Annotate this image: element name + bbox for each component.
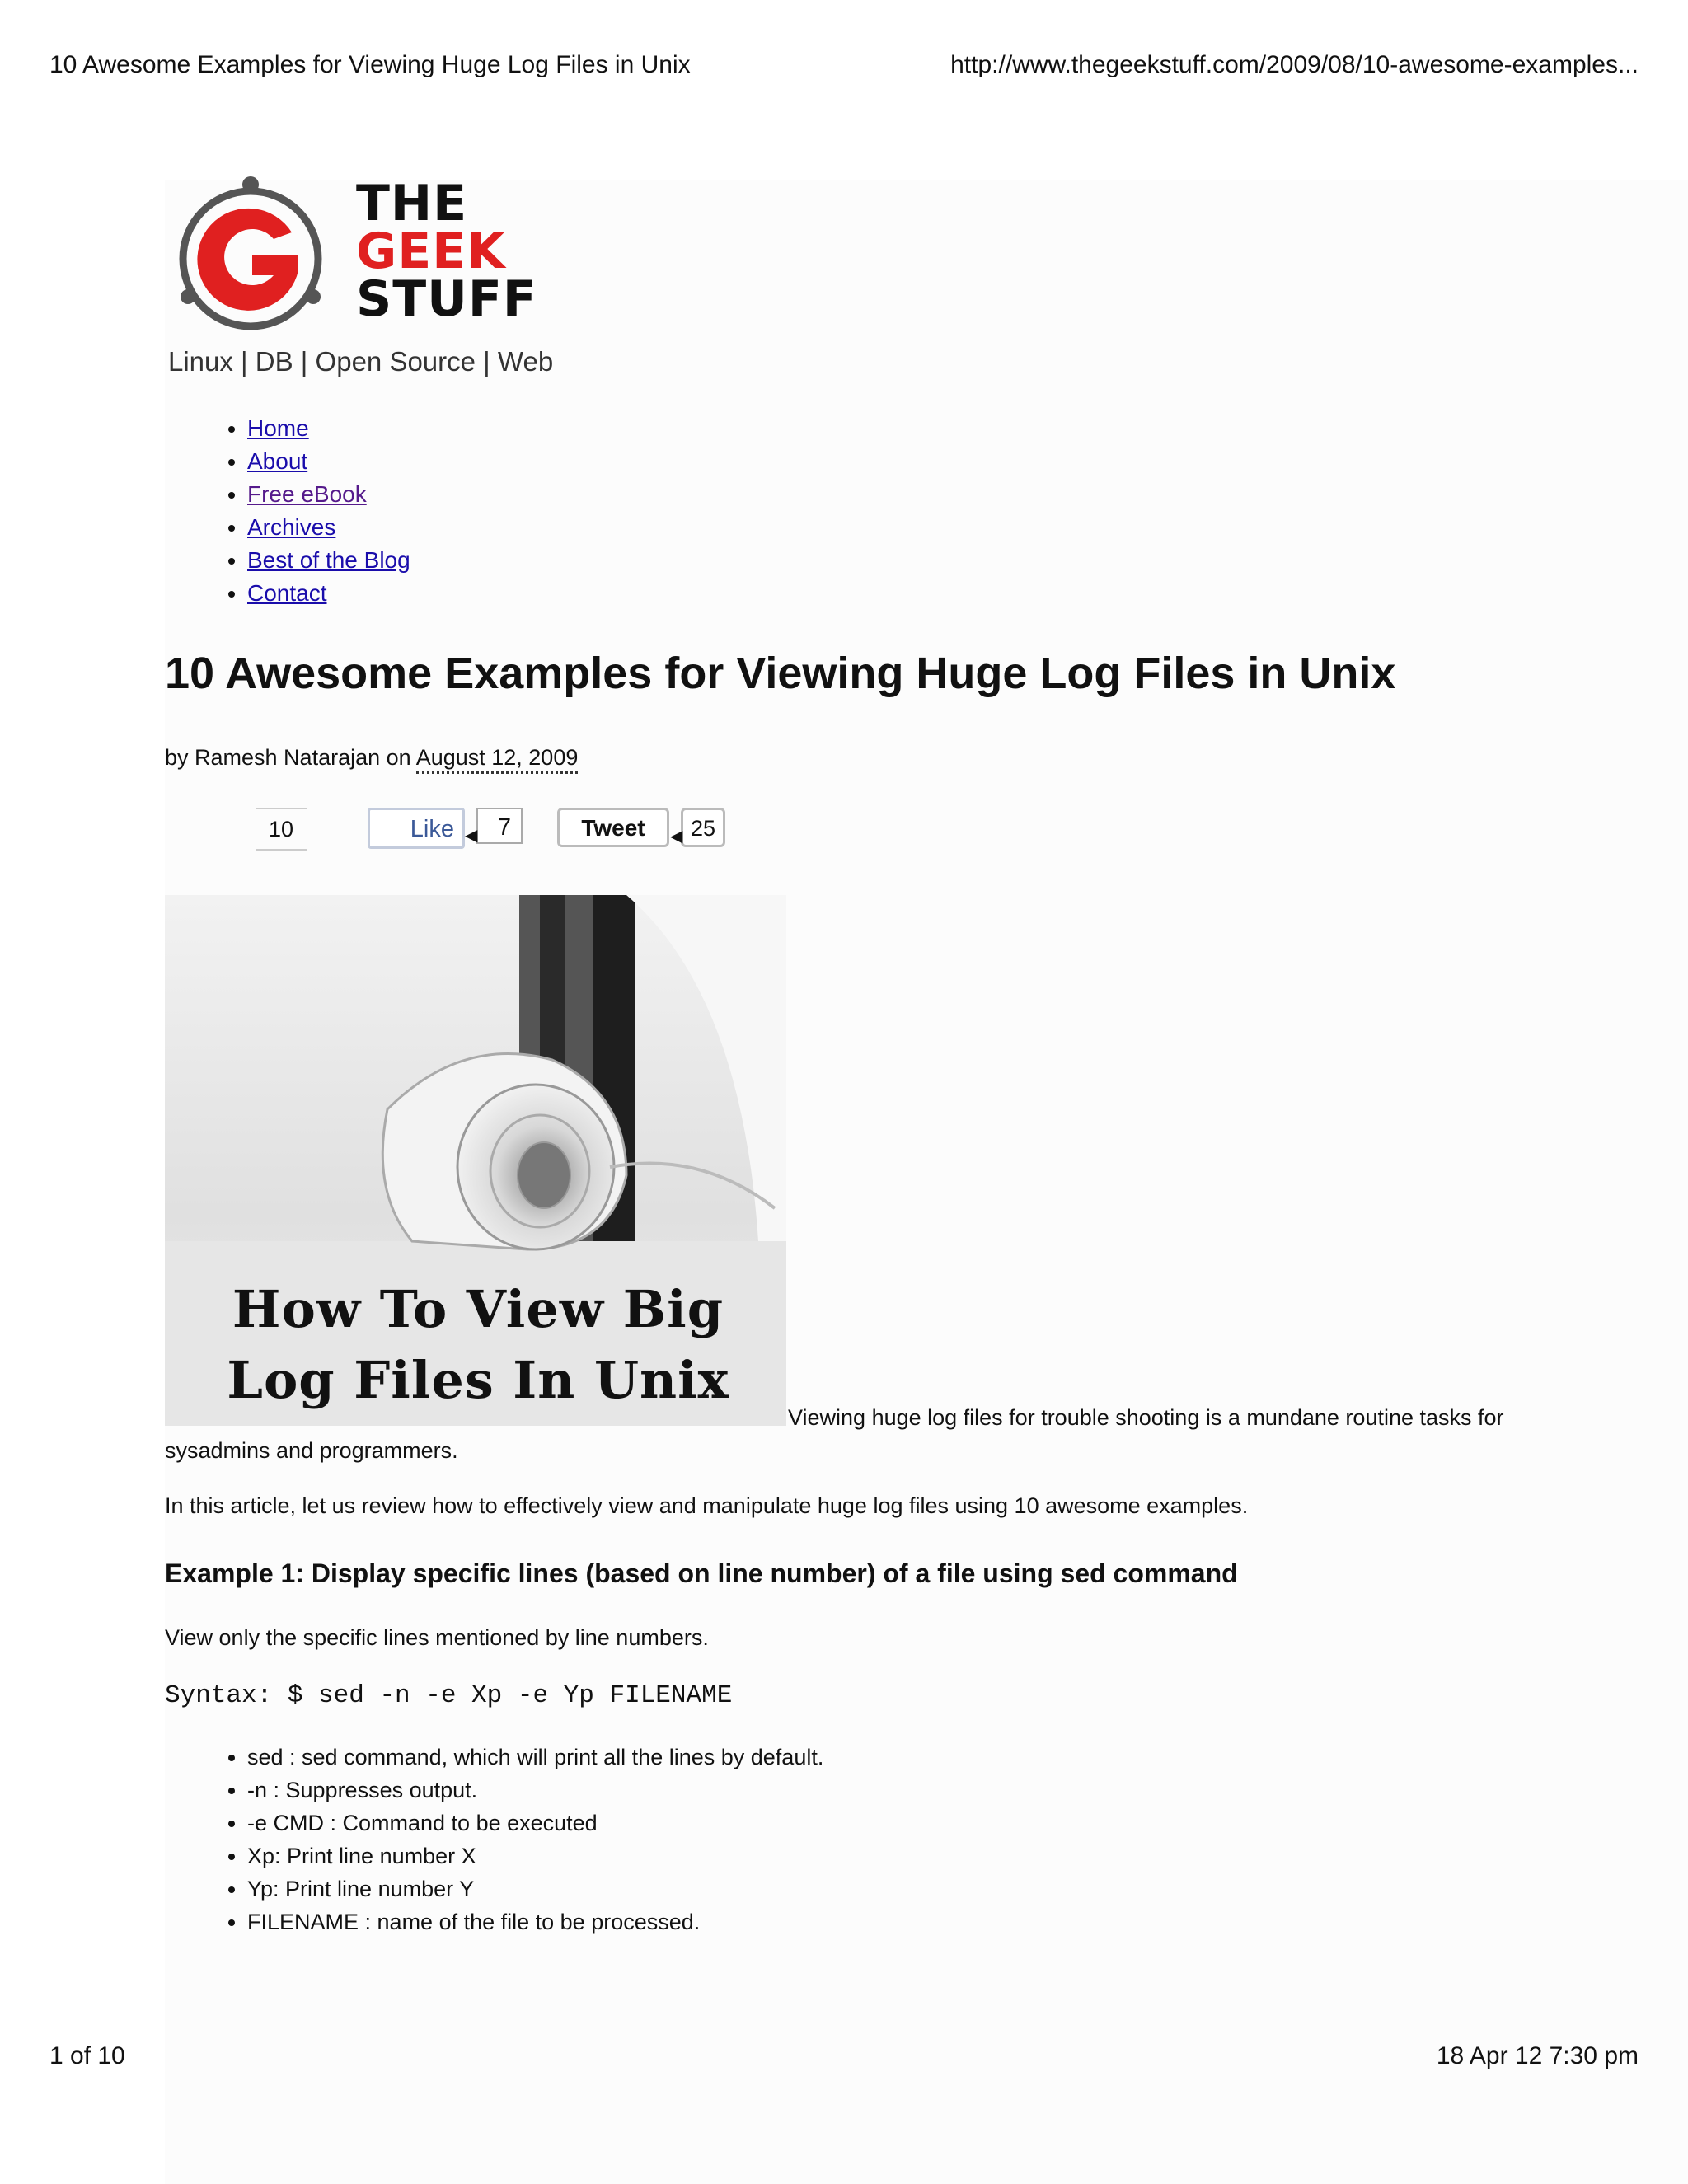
tweet-count-value: 25 — [690, 816, 716, 841]
tweet-button[interactable]: Tweet — [557, 808, 669, 847]
like-count-value: 7 — [497, 814, 511, 841]
options-list — [165, 1741, 823, 1938]
article-title: 10 Awesome Examples for Viewing Huge Log Files in Unix — [165, 649, 1396, 698]
example-1-description: View only the specific lines mentioned by line numbers. — [165, 1625, 709, 1650]
print-footer-page: 1 of 10 — [49, 2042, 125, 2069]
geek-logo-icon — [168, 173, 333, 338]
nav-item-contact — [247, 577, 410, 610]
list-item: • FILENAME : name of the file to be processed. — [247, 1905, 823, 1938]
list-item: • sed : sed command, which will print all the lines by default. — [247, 1741, 823, 1774]
nav-item-about — [247, 445, 410, 478]
site-logo[interactable] — [165, 173, 577, 387]
facebook-like-button[interactable]: Like — [368, 808, 465, 849]
logo-text-stuff: STUFF — [356, 270, 537, 328]
overview-paragraph: In this article, let us review how to effectively view and manipulate huge log files using 10 awesome examples. — [165, 1493, 1249, 1518]
nav-link-home[interactable]: Home — [247, 415, 309, 441]
byline — [165, 745, 578, 771]
example-1-heading: Example 1: Display specific lines (based on line number) of a file using sed command — [165, 1558, 1238, 1588]
article-hero-image — [165, 895, 786, 1426]
nav-link-best-of-blog[interactable]: Best of the Blog — [247, 547, 410, 573]
print-header-title: 10 Awesome Examples for Viewing Huge Log Files in Unix — [49, 51, 691, 78]
intro-paragraph: Viewing huge log files for trouble shooting is a mundane routine tasks for sysadmins and programmers. — [165, 1405, 1504, 1463]
list-item: • -e CMD : Command to be executed — [247, 1807, 823, 1840]
plusone-count: 10 — [256, 808, 307, 851]
hero-caption — [198, 1274, 758, 1416]
list-item: • Yp: Print line number Y — [247, 1872, 823, 1905]
hero-caption-line-1: How To View Big — [232, 1279, 724, 1339]
nav-item-free-ebook — [247, 478, 410, 511]
facebook-like-count — [465, 808, 523, 845]
nav-item-home — [247, 412, 410, 445]
logo-text-geek: GEEK — [356, 223, 506, 280]
main-nav — [165, 412, 410, 610]
logo-tagline: Linux | DB | Open Source | Web — [168, 346, 554, 377]
list-item: • Xp: Print line number X — [247, 1840, 823, 1872]
nav-link-contact[interactable]: Contact — [247, 580, 327, 606]
print-footer-date: 18 Apr 12 7:30 pm — [1436, 2042, 1639, 2069]
list-item: • -n : Suppresses output. — [247, 1774, 823, 1807]
callout-arrow-icon: ◀ — [465, 827, 478, 845]
syntax-code: Syntax: $ sed -n -e Xp -e Yp FILENAME — [165, 1681, 733, 1710]
callout-arrow-icon: ◀ — [670, 827, 683, 846]
nav-link-about[interactable]: About — [247, 448, 308, 474]
print-header-url: http://www.thegeekstuff.com/2009/08/10-awesome-examples... — [950, 51, 1639, 78]
nav-link-free-ebook[interactable]: Free eBook — [247, 481, 367, 507]
byline-date: August 12, 2009 — [416, 745, 579, 774]
nav-link-archives[interactable]: Archives — [247, 514, 336, 540]
byline-author: by Ramesh Natarajan on — [165, 745, 416, 770]
nav-item-best-of-blog — [247, 544, 410, 577]
nav-item-archives — [247, 511, 410, 544]
tweet-count — [670, 808, 725, 847]
hero-caption-line-2: Log Files In Unix — [227, 1350, 729, 1410]
logo-text-the: THE — [356, 175, 468, 232]
